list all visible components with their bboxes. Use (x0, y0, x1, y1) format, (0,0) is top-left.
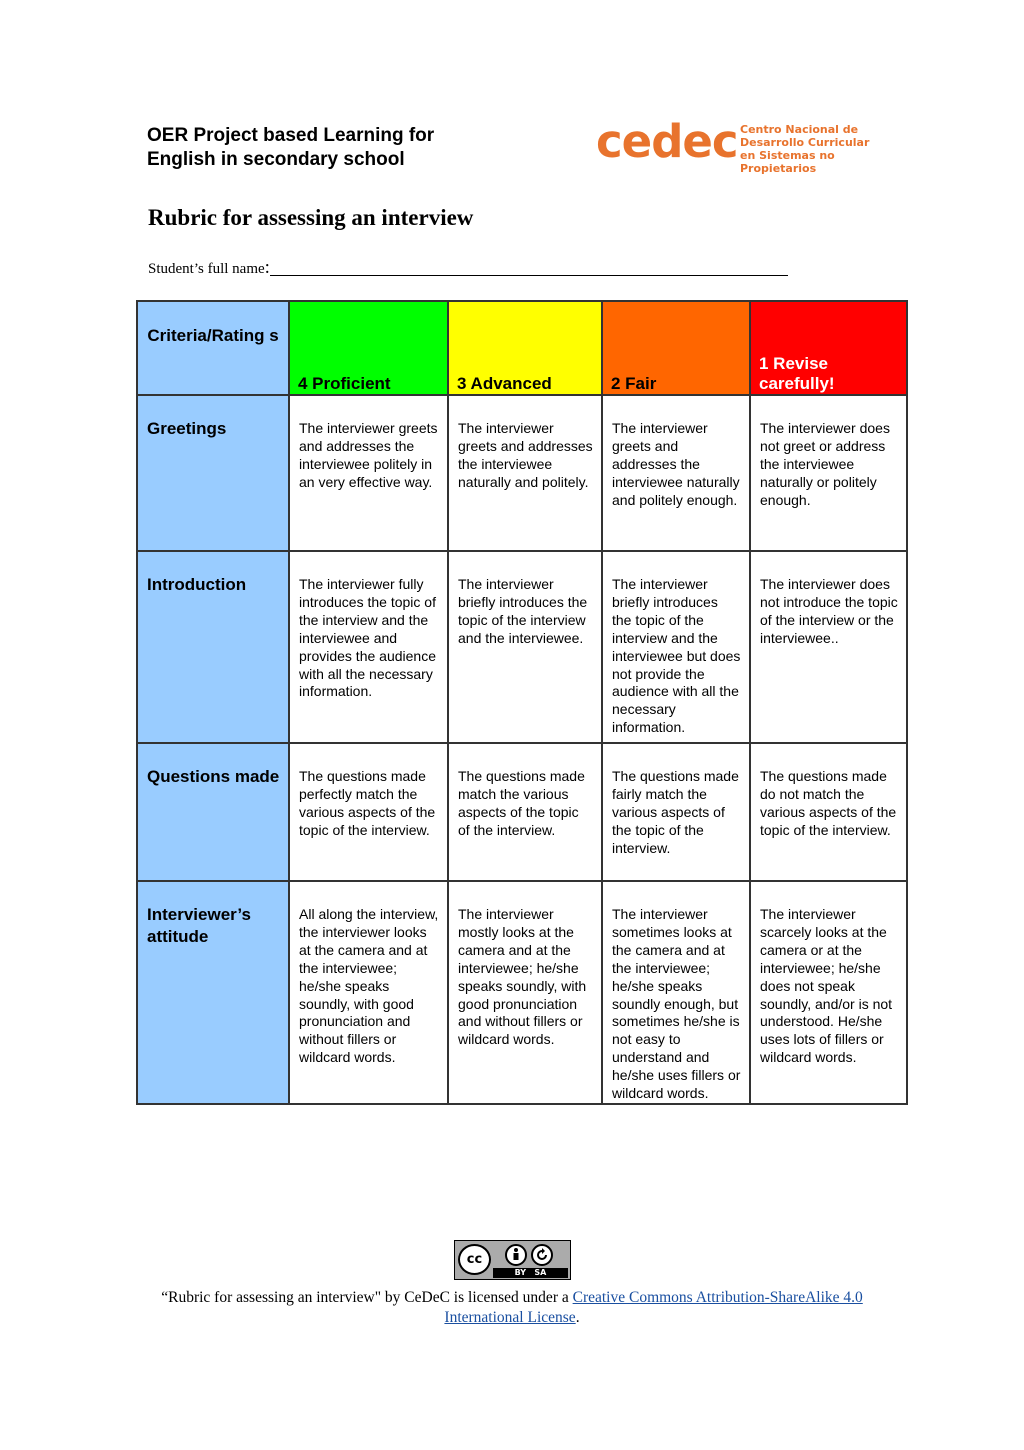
document-title: Rubric for assessing an interview (148, 205, 474, 230)
rubric-cell: The interviewer briefly introduces the topic of the interview and the interviewee but does not provide the audience with all the necessary information. (602, 551, 750, 743)
criterion-label: Interviewer’s attitude (137, 881, 289, 1104)
cedec-logo (596, 115, 896, 175)
project-title-line1: OER Project based Learning for (147, 125, 435, 146)
cc-sa-label: SA (534, 1268, 547, 1277)
level-header-4: 4 Proficient (289, 301, 448, 395)
logo-line3: en Sistemas no Propietarios (740, 149, 835, 175)
cc-license-badge[interactable] (454, 1240, 571, 1280)
rubric-cell: The interviewer greets and addresses the interviewee naturally and politely enough. (602, 395, 750, 551)
rubric-header-row (137, 301, 907, 395)
rubric-cell: The interviewer does not introduce the topic of the interview or the interviewee.. (750, 551, 907, 743)
rubric-cell: The questions made do not match the various aspects of the topic of the interview. (750, 743, 907, 881)
rubric-cell: The questions made perfectly match the various aspects of the topic of the interview. (289, 743, 448, 881)
license-statement (150, 1288, 874, 1328)
criterion-label: Introduction (137, 551, 289, 743)
project-title (147, 124, 434, 172)
license-suffix: . (575, 1309, 580, 1326)
student-name-colon: : (264, 257, 270, 278)
rubric-cell: The interviewer briefly introduces the topic of the interview and the interviewee. (448, 551, 602, 743)
rubric-cell: The interviewer does not greet or address the interviewee naturally or politely enough. (750, 395, 907, 551)
logo-line2: Desarrollo Curricular (740, 136, 870, 149)
criteria-header: Criteria/Rating s (137, 301, 289, 395)
rubric-cell: The interviewer scarcely looks at the camera or at the interviewee; he/she does not speak soundly, and/or is not understood. He/she uses lots of fillers or wildcard words. (750, 881, 907, 1104)
logo-line1: Centro Nacional de (740, 123, 859, 136)
cc-icon: cc (458, 1244, 491, 1275)
level-header-2: 2 Fair (602, 301, 750, 395)
rubric-cell: The interviewer greets and addresses the interviewee naturally and politely. (448, 395, 602, 551)
student-name-line (148, 257, 788, 279)
rubric-cell: The interviewer fully introduces the topic of the interview and the interviewee and provides the audience with all the necessary information. (289, 551, 448, 743)
logo-word: cedec (596, 115, 738, 168)
level-header-1: 1 Revise carefully! (750, 301, 907, 395)
rubric-row-questions (137, 743, 907, 881)
rubric-cell: The interviewer sometimes looks at the camera and at the interviewee; he/she speaks soundly enough, but sometimes he/she is not easy to understand and he/she uses fillers or wildcard words. (602, 881, 750, 1104)
student-name-label: Student’s full name (148, 261, 265, 277)
criterion-label: Questions made (137, 743, 289, 881)
rubric-row-introduction (137, 551, 907, 743)
rubric-table (136, 300, 908, 1105)
rubric-cell: The interviewer greets and addresses the interviewee politely in an very effective way. (289, 395, 448, 551)
license-prefix: “Rubric for assessing an interview" by CeDeC is licensed under a (161, 1289, 573, 1306)
rubric-cell: The questions made fairly match the various aspects of the topic of the interview. (602, 743, 750, 881)
student-name-field[interactable] (270, 257, 788, 276)
rubric-cell: The interviewer mostly looks at the camera and at the interviewee; he/she speaks soundly, with good pronunciation and without fillers or wildcard words. (448, 881, 602, 1104)
share-alike-icon (531, 1244, 553, 1266)
criterion-label: Greetings (137, 395, 289, 551)
license-link[interactable]: Creative Commons Attribution-ShareAlike 4.0 International License (444, 1289, 863, 1326)
cc-by-label: BY (514, 1268, 527, 1277)
cc-strip (493, 1268, 568, 1278)
project-title-line2: English in secondary school (147, 149, 405, 170)
logo-subtitle (740, 123, 900, 175)
rubric-row-greetings (137, 395, 907, 551)
rubric-row-attitude (137, 881, 907, 1104)
person-icon (505, 1244, 527, 1266)
rubric-cell: The questions made match the various aspects of the topic of the interview. (448, 743, 602, 881)
level-header-3: 3 Advanced (448, 301, 602, 395)
rubric-cell: All along the interview, the interviewer looks at the camera and at the interviewee; he/she speaks soundly, with good pronunciation and without fillers or wildcard words. (289, 881, 448, 1104)
